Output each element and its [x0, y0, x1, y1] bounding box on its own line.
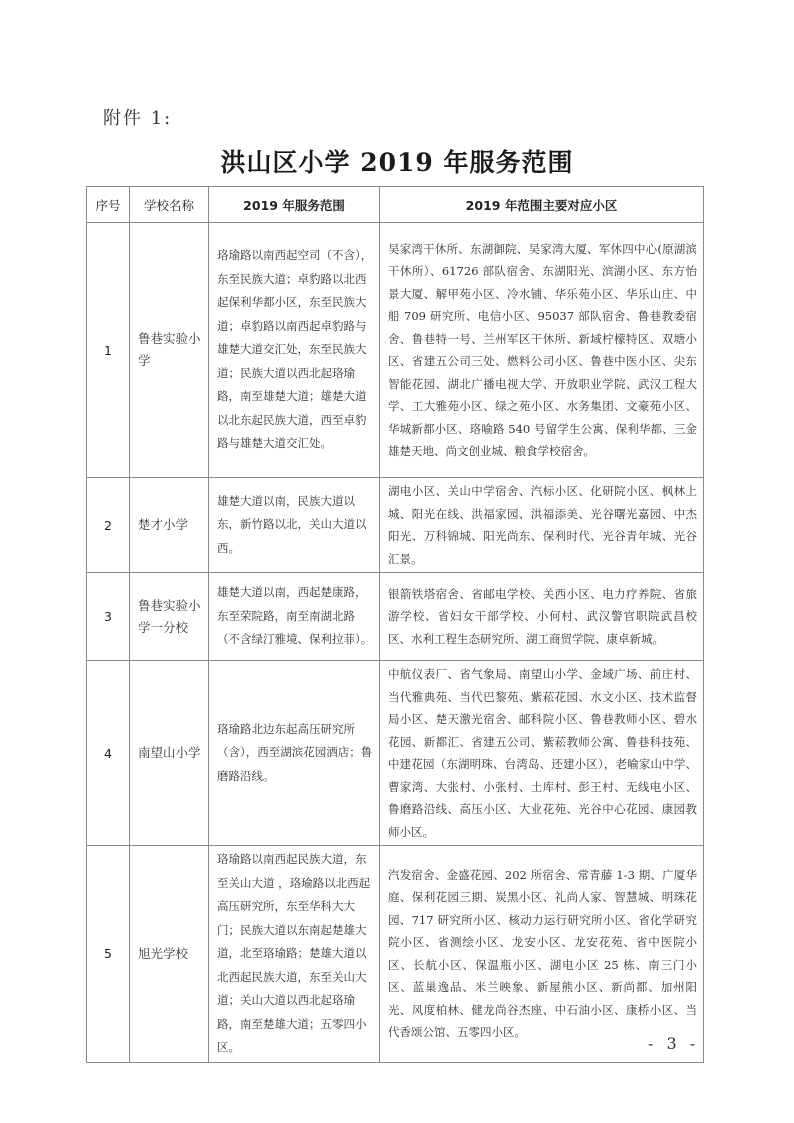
page-title: 洪山区小学 2019 年服务范围 — [220, 148, 574, 177]
header-communities: 2019 年范围主要对应小区 — [380, 187, 704, 223]
table-header-row — [87, 187, 704, 223]
school-name: 楚才小学 — [130, 478, 209, 573]
page-number: - 3 - — [648, 1034, 700, 1053]
service-range-table — [86, 186, 704, 1063]
table-row — [87, 573, 704, 661]
communities: 吴家湾干休所、东湖御院、吴家湾大厦、军休四中心(原湖滨干休所）、61726 部队宿舍、东湖阳光、滨湖小区、东方怡景大厦、解甲苑小区、冷水铺、华乐苑小区、华乐山庄、中船 709 研究所、电信小区、95037 部队宿舍、鲁巷教委宿舍、鲁巷特一号、兰州军区干休所、新域柠檬特区、双塘小区、省建五公司三处、燃料公司小区、鲁巷中医小区、尖东智能花园、湖北广播电视大学、开放职业学院、武汉工程大学、工大雅苑小区、绿之苑小区、水务集团、文豪苑小区、华城新都小区、珞喻路 540 号留学生公寓、保利华都、三金雄楚天地、尚文创业城、粮食学校宿舍。 — [380, 223, 704, 478]
communities: 汽发宿舍、金盛花园、202 所宿舍、常青藤 1-3 期、广厦华庭、保利花园三期、炭黑小区、礼尚人家、智慧城、明珠花园、717 研究所小区、核动力运行研究所小区、省化学研究院小区、省测绘小区、龙安小区、龙安花苑、省中医院小区、长航小区、保温瓶小区、湖电小区 25 栋、南三门小区、蓝巢逸品、米兰映象、新屋熊小区、新尚都、加州阳光、风度柏林、健龙尚谷杰座、中石油小区、康桥小区、当代香颂公馆、五零四小区。 — [380, 846, 704, 1063]
school-name: 鲁巷实验小学 — [130, 223, 209, 478]
table-row — [87, 661, 704, 846]
table-row — [87, 223, 704, 478]
header-no: 序号 — [87, 187, 130, 223]
communities: 湖电小区、关山中学宿舍、汽标小区、化研院小区、枫林上城、阳光在线、洪福家园、洪福添美、光谷曙光嘉园、中杰阳光、万科锦城、阳光尚东、保利时代、光谷青年城、光谷汇景。 — [380, 478, 704, 573]
service-range: 珞瑜路以南西起空司（不含），东至民族大道；卓豹路以北西起保利华都小区，东至民族大道；卓豹路以南西起卓豹路与雄楚大道交汇处，东至民族大道；民族大道以西北起珞瑜路，南至雄楚大道；雄楚大道以北东起民族大道，西至卓豹路与雄楚大道交汇处。 — [209, 223, 380, 478]
service-range: 珞瑜路北边东起高压研究所（含），西至湖滨花园酒店；鲁磨路沿线。 — [209, 661, 380, 846]
table-row — [87, 478, 704, 573]
communities: 中航仪表厂、省气象局、南望山小学、金域广场、前庄村、当代雅典苑、当代巴黎苑、紫菘花园、水文小区、技术监督局小区、楚天激光宿舍、邮科院小区、鲁巷教师小区、碧水花园、新都汇、省建五公司、紫菘教师公寓、鲁巷科技苑、中建花园（东湖明珠、台湾岛、还建小区），老喻家山中学、曹家湾、大张村、小张村、土库村、彭王村、无线电小区、鲁磨路沿线、高压小区、大业花苑、光谷中心花园、康园教师小区。 — [380, 661, 704, 846]
school-name: 旭光学校 — [130, 846, 209, 1063]
row-number: 1 — [87, 223, 130, 478]
service-range: 珞瑜路以南西起民族大道，东至关山大道 ，珞瑜路以北西起高压研究所，东至华科大大门；民族大道以东南起楚雄大道，北至珞瑜路；楚雄大道以北西起民族大道，东至关山大道；关山大道以西北起珞瑜路，南至楚雄大道；五零四小区。 — [209, 846, 380, 1063]
school-name: 南望山小学 — [130, 661, 209, 846]
school-name: 鲁巷实验小学一分校 — [130, 573, 209, 661]
attachment-label: 附件 1: — [103, 108, 173, 129]
row-number: 5 — [87, 846, 130, 1063]
service-range: 雄楚大道以南，民族大道以东，新竹路以北，关山大道以西。 — [209, 478, 380, 573]
header-school: 学校名称 — [130, 187, 209, 223]
row-number: 3 — [87, 573, 130, 661]
header-range: 2019 年服务范围 — [209, 187, 380, 223]
service-range: 雄楚大道以南，西起楚康路，东至荣院路，南至南湖北路（不含绿汀雅境、保利拉菲）。 — [209, 573, 380, 661]
row-number: 2 — [87, 478, 130, 573]
row-number: 4 — [87, 661, 130, 846]
table-row — [87, 846, 704, 1063]
communities: 银箭铁塔宿舍、省邮电学校、关西小区、电力疗养院、省旅游学校、省妇女干部学校、小何村、武汉警官职院武昌校区、水利工程生态研究所、湖工商贸学院、康卓新城。 — [380, 573, 704, 661]
